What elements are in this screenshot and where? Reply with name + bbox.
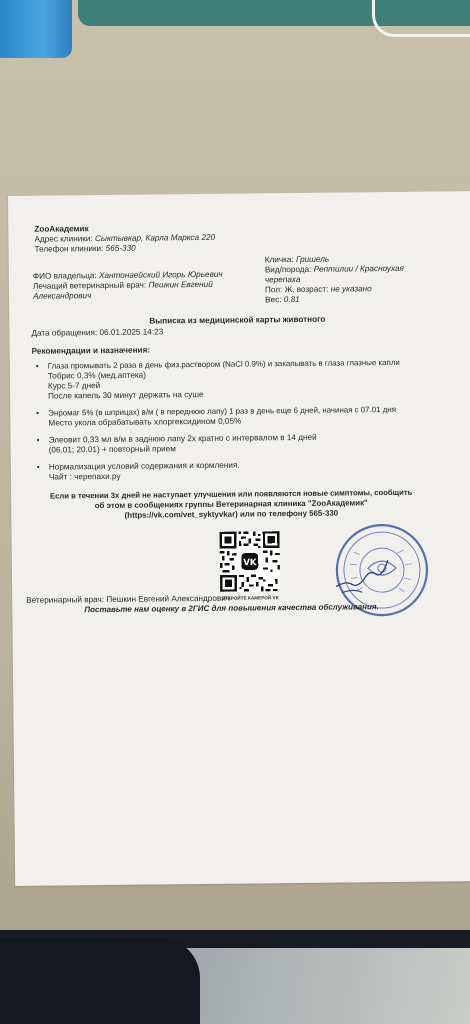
rec3-line2: (06.01; 20.01) + повторный прием	[48, 444, 176, 455]
pet-species-2: черепаха	[264, 274, 301, 285]
vk-qr-code	[220, 531, 281, 592]
recommendations-heading: Рекомендации и назначения:	[31, 345, 151, 356]
pet-species: Вид/порода: Рептилии / Красноухая	[264, 263, 404, 275]
vet-line: Лечащий ветеринарный врач: Пешкин Евгений	[32, 279, 213, 291]
notice-line3: (https://vk.com/vet_syktyvkar) или по телефону 565-330	[124, 508, 339, 520]
document-title: Выписка из медицинской карты животного	[149, 314, 326, 326]
svg-text:VK: VK	[243, 558, 257, 569]
notice-line1: Если в течении 3х дней не наступает улучшения или появляются новые симптомы, сообщить	[49, 487, 413, 501]
clinic-name: ZooАкадемик	[34, 224, 89, 234]
white-cable	[372, 0, 470, 37]
medical-document	[8, 191, 470, 886]
shoe	[0, 938, 200, 1024]
owner-line: ФИО владельца: Хантонаейский Игорь Юрьевич	[32, 269, 223, 281]
rec3-line1: Элеовит 0,33 мл в/м в заднюю лапу 2х кратно с интервалом в 14 дней	[48, 432, 317, 445]
qr-caption: ОТКРОЙТЕ КАМЕРОЙ VK	[221, 595, 279, 601]
rec2-line2: Место укола обрабатывать хлоргексидином 0,05%	[48, 416, 242, 428]
bullet: •	[36, 462, 40, 472]
rec2-line1: Энромаг 5% (в шприцах) в/м ( в переднюю лапу) 1 раз в день еще 6 дней, начиная с 07.01 дня	[48, 404, 396, 418]
visit-date: Дата обращения: 06.01.2025 14:23	[31, 327, 164, 338]
rec1-line2: Тобрис 0,3% (мед.аптека)	[47, 370, 146, 381]
pet-sex-age: Пол: Ж, возраст: не указано	[264, 284, 372, 295]
rec4-line2: Чайт : черепахи.ру	[48, 471, 121, 482]
rec4-line1: Нормализация условий содержания и кормления.	[48, 460, 240, 472]
pet-name: Кличка: Гришель	[264, 254, 330, 265]
rec1-line3: Курс 5-7 дней	[47, 381, 101, 391]
review-request: Поставьте нам оценку в 2ГИС для повышения качества обслуживания.	[84, 602, 379, 615]
clinic-phone: Телефон клиники: 565-330	[34, 243, 136, 254]
signature-line: Ветеринарный врач: Пешкин Евгений Александрович	[26, 593, 231, 605]
bullet: •	[35, 361, 39, 371]
clinic-address: Адрес клиники: Сыктывкар, Карла Маркса 220	[34, 232, 216, 244]
rec1-line1: Глаза промывать 2 раза в день физ.раствором (NaCl 0.9%) и закапывать в глаза глазные капли	[47, 357, 400, 371]
rec1-line4: После капель 30 минут держать на суше	[48, 389, 204, 401]
bullet: •	[36, 408, 40, 418]
pet-weight: Вес: 0.81	[265, 294, 300, 305]
blue-bottle	[0, 0, 72, 58]
vet-line-2: Александрович	[33, 291, 92, 301]
bullet: •	[36, 435, 40, 445]
notice-line2: об этом в сообщениях группы Ветеринарная клиника "ZooАкадемик"	[94, 498, 368, 511]
